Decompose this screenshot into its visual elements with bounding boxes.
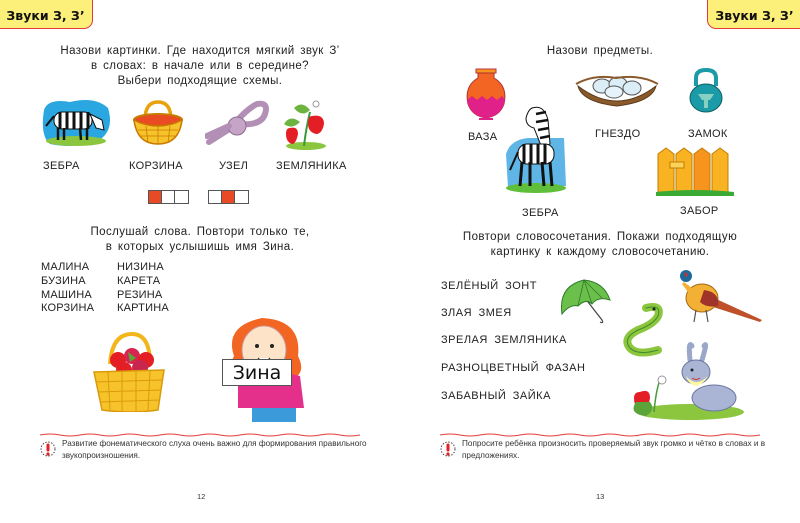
picture-label: ЗЕБРА xyxy=(522,207,559,219)
phrase-item: ЗРЕЛАЯ ЗЕМЛЯНИКА xyxy=(441,334,567,346)
instruction-line: в которых услышишь имя Зина. xyxy=(105,241,295,253)
scheme-cell xyxy=(162,191,175,203)
picture-label: КОРЗИНА xyxy=(129,160,183,172)
picture-label: УЗЕЛ xyxy=(219,160,249,172)
word: КАРТИНА xyxy=(117,302,169,315)
basket-icon xyxy=(131,100,185,146)
name-sign xyxy=(222,359,292,386)
sound-scheme-middle[interactable] xyxy=(208,190,249,204)
task2-instruction xyxy=(400,230,800,260)
divider-line xyxy=(440,433,760,437)
attention-icon xyxy=(39,440,57,458)
phrase-item: ЗЕЛЁНЫЙ ЗОНТ xyxy=(441,280,537,292)
attention-icon xyxy=(439,440,457,458)
task1-instruction xyxy=(0,44,400,89)
word: БУЗИНА xyxy=(41,274,86,287)
section-tab xyxy=(707,0,800,29)
instruction-line: Послушай слова. Повтори только те, xyxy=(90,226,310,238)
bunny-with-strawberry-icon xyxy=(626,340,746,420)
word: РЕЗИНА xyxy=(117,288,163,301)
section-tab xyxy=(0,0,93,29)
fence-icon xyxy=(656,146,734,196)
phrase-item: ЗАБАВНЫЙ ЗАЙКА xyxy=(441,390,551,402)
instruction-line: картинку к каждому словосочетанию. xyxy=(490,246,710,258)
scheme-cell xyxy=(209,191,222,203)
picture-label: ГНЕЗДО xyxy=(595,128,641,140)
word-list-column-2 xyxy=(117,261,169,316)
picture-label: ЗАБОР xyxy=(680,205,719,217)
scheme-cell xyxy=(235,191,248,203)
section-tab-label: Звуки З, З’ xyxy=(6,8,85,23)
zebra-icon xyxy=(40,98,112,148)
page-13 xyxy=(400,0,800,523)
girl-zina-icon xyxy=(212,316,322,422)
knot-icon xyxy=(205,100,271,146)
umbrella-icon xyxy=(558,278,612,324)
picture-label: ЗЕМЛЯНИКА xyxy=(276,160,347,172)
nest-icon xyxy=(574,68,660,110)
word: КОРЗИНА xyxy=(41,302,95,315)
vase-icon xyxy=(464,68,508,120)
word: МАЛИНА xyxy=(41,261,90,273)
zebra-icon xyxy=(504,104,570,196)
picture-label: ЗЕБРА xyxy=(43,160,80,172)
instruction-line: в словах: в начале или в середине? xyxy=(91,60,309,72)
parent-note: Развитие фонематического слуха очень важно для формирования правильного звукопроизношения. xyxy=(62,439,367,460)
picture-label: ВАЗА xyxy=(468,131,498,143)
page-number: 13 xyxy=(596,492,605,501)
divider-line xyxy=(40,433,360,437)
word: МАШИНА xyxy=(41,288,92,301)
strawberry-plant-icon xyxy=(280,98,330,150)
word: НИЗИНА xyxy=(117,261,164,273)
section-tab-label: Звуки З, З’ xyxy=(715,8,794,23)
berry-basket-icon xyxy=(90,330,170,412)
phrase-item: ЗЛАЯ ЗМЕЯ xyxy=(441,307,512,319)
scheme-cell xyxy=(149,191,162,203)
scheme-cell xyxy=(222,191,235,203)
instruction-line: Выбери подходящие схемы. xyxy=(117,75,283,87)
page-number: 12 xyxy=(197,492,206,501)
task2-instruction xyxy=(0,225,400,255)
word: КАРЕТА xyxy=(117,274,161,287)
picture-label: ЗАМОК xyxy=(688,128,728,140)
scheme-cell xyxy=(175,191,188,203)
sound-scheme-start[interactable] xyxy=(148,190,189,204)
instruction-line: Назови картинки. Где находится мягкий звук З’ xyxy=(60,45,340,57)
padlock-icon xyxy=(688,68,724,114)
parent-note: Попросите ребёнка произносить проверяемый звук громко и чётко в словах и в предложениях. xyxy=(462,439,766,460)
phrase-item: РАЗНОЦВЕТНЫЙ ФАЗАН xyxy=(441,362,586,374)
instruction-line: Назови предметы. xyxy=(546,45,654,57)
name-sign-text: Зина xyxy=(232,361,282,384)
pheasant-icon xyxy=(674,268,762,326)
instruction-line: Повтори словосочетания. Покажи подходящую xyxy=(462,231,738,243)
task1-instruction xyxy=(400,44,800,59)
word-list-column-1 xyxy=(41,261,94,316)
